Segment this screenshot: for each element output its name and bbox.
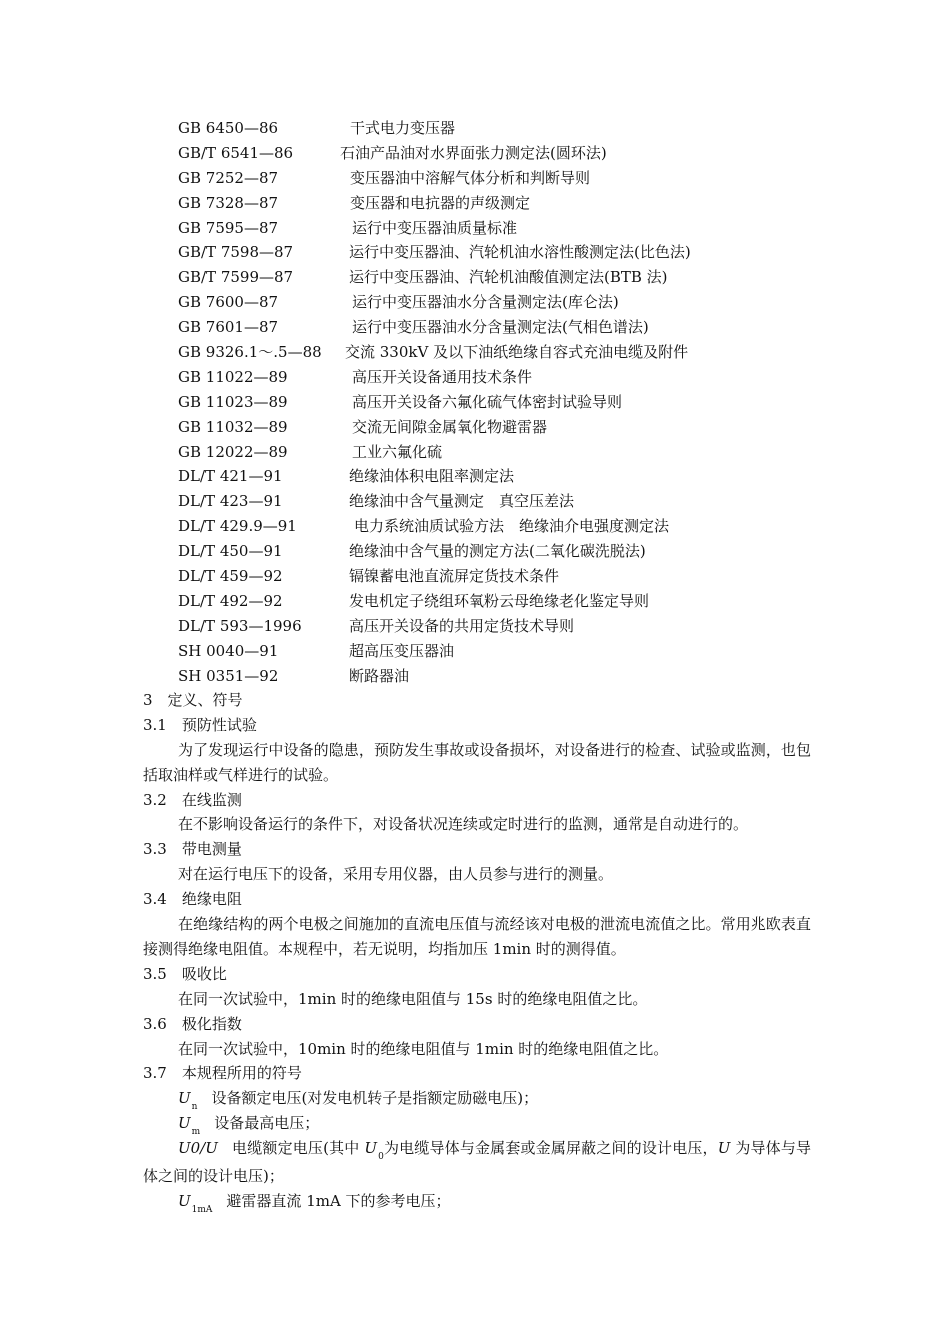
standard-row xyxy=(178,564,818,589)
standard-row xyxy=(178,390,818,415)
definition-heading: 3.6 极化指数 xyxy=(143,1014,242,1033)
standard-title: 断路器油 xyxy=(349,666,410,685)
standard-row xyxy=(178,664,818,689)
standard-code: DL/T 429.9—91 xyxy=(178,517,297,536)
standard-title: 运行中变压器油、汽轮机油酸值测定法(BTB 法) xyxy=(349,268,668,287)
definition-text: 为了发现运行中设备的隐患，预防发生事故或设备损坏，对设备进行的检查、试验或监测，也包括取油样或气样进行的试验。 xyxy=(143,740,811,784)
standard-code: DL/T 593—1996 xyxy=(178,616,302,635)
standard-code: SH 0351—92 xyxy=(178,666,279,685)
standard-title: 发电机定子绕组环氧粉云母绝缘老化鉴定导则 xyxy=(349,591,650,610)
definition-heading: 3.2 在线监测 xyxy=(143,790,242,809)
standard-row xyxy=(178,365,818,390)
standard-code: DL/T 492—92 xyxy=(178,591,283,610)
standard-title: 绝缘油中含气量的测定方法(二氧化碳洗脱法) xyxy=(349,542,646,561)
standard-code: GB 11022—89 xyxy=(178,367,288,386)
standard-code: GB/T 7599—87 xyxy=(178,268,294,287)
standard-code: GB 12022—89 xyxy=(178,442,288,461)
symbol-u: U xyxy=(717,1139,731,1158)
standard-code: DL/T 459—92 xyxy=(178,567,283,586)
standard-row xyxy=(178,464,818,489)
standard-row xyxy=(178,290,818,315)
standard-code: GB 7252—87 xyxy=(178,168,279,187)
definition-heading: 3.5 吸收比 xyxy=(143,964,227,983)
symbol-u1ma: $U_{1mA}$ xyxy=(178,1191,213,1215)
standard-title: 工业六氟化硫 xyxy=(352,442,443,461)
definition-heading: 3.3 带电测量 xyxy=(143,840,242,859)
standard-row xyxy=(178,191,818,216)
standard-code: GB 7328—87 xyxy=(178,193,279,212)
symbol-um: $U_m$ xyxy=(178,1114,201,1138)
standard-code: GB 6450—86 xyxy=(178,119,279,137)
standard-row xyxy=(178,265,818,290)
standard-title: 变压器和电抗器的声级测定 xyxy=(350,193,531,212)
standard-title: 交流无间隙金属氧化物避雷器 xyxy=(352,417,548,436)
symbol-u0u-row: U0/U 电缆额定电压(其中 $U_0$为电缆导体与金属套或金属屏蔽之间的设计电压，U 为导体与导体之间的设计电压)； xyxy=(143,1139,811,1185)
standard-code: SH 0040—91 xyxy=(178,641,279,660)
standard-row xyxy=(178,141,818,166)
symbol-u0u: U0/U xyxy=(178,1139,218,1158)
symbol-um-row xyxy=(143,1111,811,1136)
standard-code: GB/T 6541—86 xyxy=(178,143,294,162)
standard-title: 镉镍蓄电池直流屏定货技术条件 xyxy=(349,567,560,586)
symbol-u0: $U_0$ xyxy=(364,1139,384,1163)
standard-title: 运行中变压器油、汽轮机油水溶性酸测定法(比色法) xyxy=(349,243,691,262)
standard-row xyxy=(178,415,818,440)
standard-row xyxy=(178,614,818,639)
symbol-description: 设备最高电压； xyxy=(214,1114,320,1133)
symbol-description: 设备额定电压(对发电机转子是指额定励磁电压)； xyxy=(211,1089,539,1108)
standard-title: 高压开关设备六氟化硫气体密封试验导则 xyxy=(352,392,623,411)
referenced-standards-list xyxy=(178,116,818,688)
standard-code: DL/T 450—91 xyxy=(178,542,283,561)
standard-title: 运行中变压器油质量标准 xyxy=(352,218,518,237)
definition-heading: 3.1 预防性试验 xyxy=(143,715,257,734)
standard-row xyxy=(178,240,818,265)
definition-text: 在不影响设备运行的条件下，对设备状况连续或定时进行的监测，通常是自动进行的。 xyxy=(178,815,749,834)
section-heading: 3 定义、符号 xyxy=(143,691,243,709)
standard-title: 干式电力变压器 xyxy=(350,119,456,137)
standard-title: 交流 330kV 及以下油纸绝缘自容式充油电缆及附件 xyxy=(345,343,689,362)
symbol-description: 避雷器直流 1mA 下的参考电压； xyxy=(226,1191,451,1210)
definitions-section xyxy=(143,688,811,1214)
standard-title: 电力系统油质试验方法 绝缘油介电强度测定法 xyxy=(354,517,670,536)
standard-row xyxy=(178,340,818,365)
standard-title: 高压开关设备的共用定货技术导则 xyxy=(349,616,575,635)
definition-text: 在同一次试验中，1min 时的绝缘电阻值与 15s 时的绝缘电阻值之比。 xyxy=(178,989,648,1008)
standard-row xyxy=(178,514,818,539)
standard-row xyxy=(178,166,818,191)
standard-title: 运行中变压器油水分含量测定法(气相色谱法) xyxy=(352,318,649,337)
standard-code: DL/T 423—91 xyxy=(178,492,283,511)
standard-title: 变压器油中溶解气体分析和判断导则 xyxy=(350,168,591,187)
standard-row xyxy=(178,315,818,340)
definition-text: 在绝缘结构的两个电极之间施加的直流电压值与流经该对电极的泄流电流值之比。常用兆欧表直接测得绝缘电阻值。本规程中，若无说明，均指加压 1min 时的测得值。 xyxy=(143,915,811,958)
symbol-un-row xyxy=(143,1086,811,1111)
standard-title: 超高压变压器油 xyxy=(349,641,455,660)
symbol-u1ma-row xyxy=(143,1189,811,1214)
standard-row xyxy=(178,440,818,465)
standard-code: GB 11023—89 xyxy=(178,392,288,411)
standard-code: GB 7600—87 xyxy=(178,293,279,312)
definition-heading: 3.4 绝缘电阻 xyxy=(143,890,242,909)
definition-text: 在同一次试验中，10min 时的绝缘电阻值与 1min 时的绝缘电阻值之比。 xyxy=(178,1039,669,1058)
standard-code: GB 7601—87 xyxy=(178,318,279,337)
standard-code: GB 11032—89 xyxy=(178,417,288,436)
definition-text: 对在运行电压下的设备，采用专用仪器，由人员参与进行的测量。 xyxy=(178,865,614,884)
standard-code: GB 9326.1～.5—88 xyxy=(178,343,322,362)
standard-row xyxy=(178,216,818,241)
definition-heading: 3.7 本规程所用的符号 xyxy=(143,1064,302,1083)
standard-title: 运行中变压器油水分含量测定法(库仑法) xyxy=(352,293,619,312)
standard-row xyxy=(178,539,818,564)
symbol-un: $U_n$ xyxy=(178,1089,198,1113)
standard-row xyxy=(178,639,818,664)
standard-code: GB 7595—87 xyxy=(178,218,279,237)
standard-code: DL/T 421—91 xyxy=(178,467,283,486)
standard-row xyxy=(178,489,818,514)
standard-row xyxy=(178,116,818,141)
standard-title: 绝缘油中含气量测定 真空压差法 xyxy=(349,492,575,511)
standard-title: 高压开关设备通用技术条件 xyxy=(352,367,533,386)
standard-title: 石油产品油对水界面张力测定法(圆环法) xyxy=(340,143,607,162)
standard-code: GB/T 7598—87 xyxy=(178,243,294,262)
standard-title: 绝缘油体积电阻率测定法 xyxy=(349,467,515,486)
standard-row xyxy=(178,589,818,614)
